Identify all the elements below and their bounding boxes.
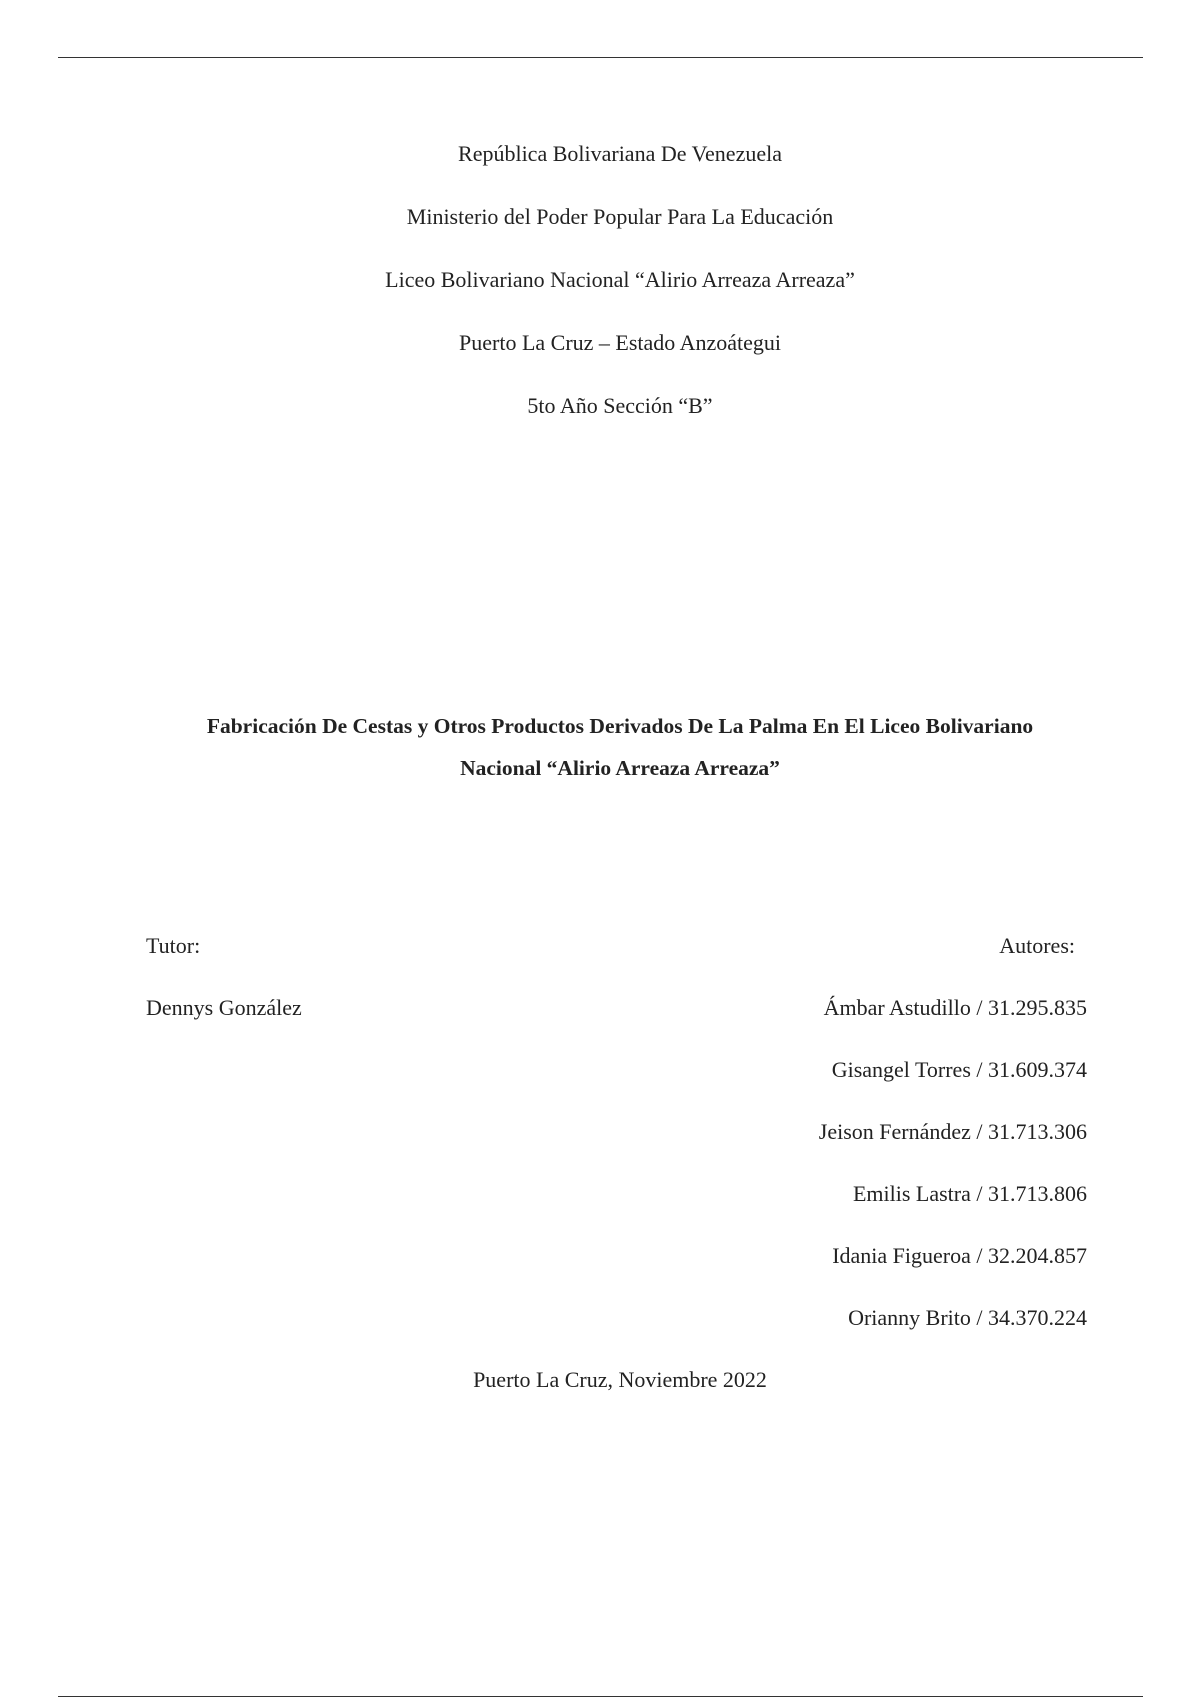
title-line-2: Nacional “Alirio Arreaza Arreaza” [460, 756, 780, 780]
author-entry: Gisangel Torres / 31.609.374 [831, 1057, 1087, 1082]
header-line-school: Liceo Bolivariano Nacional “Alirio Arreaza Arreaza” [385, 267, 855, 292]
bottom-rule [58, 1696, 1143, 1697]
header-line-section: 5to Año Sección “B” [527, 393, 713, 418]
authors-list [819, 996, 1087, 1368]
author-entry: Ámbar Astudillo / 31.295.835 [823, 995, 1087, 1020]
institution-header [0, 142, 1200, 457]
header-line-location: Puerto La Cruz – Estado Anzoátegui [459, 330, 781, 355]
tutor-label: Tutor: [146, 933, 201, 958]
document-title [0, 705, 1200, 789]
author-entry: Jeison Fernández / 31.713.306 [818, 1119, 1087, 1144]
authors-label: Autores: [999, 933, 1075, 958]
header-line-country: República Bolivariana De Venezuela [458, 141, 782, 166]
place-and-date: Puerto La Cruz, Noviembre 2022 [473, 1367, 767, 1392]
title-line-1: Fabricación De Cestas y Otros Productos Derivados De La Palma En El Liceo Bolivariano [206, 714, 1034, 738]
tutor-name: Dennys González [146, 995, 302, 1020]
author-entry: Idania Figueroa / 32.204.857 [832, 1243, 1087, 1268]
author-entry: Emilis Lastra / 31.713.806 [852, 1181, 1087, 1206]
author-entry: Orianny Brito / 34.370.224 [848, 1305, 1087, 1330]
top-rule [58, 57, 1143, 58]
header-line-ministry: Ministerio del Poder Popular Para La Educación [406, 204, 834, 229]
